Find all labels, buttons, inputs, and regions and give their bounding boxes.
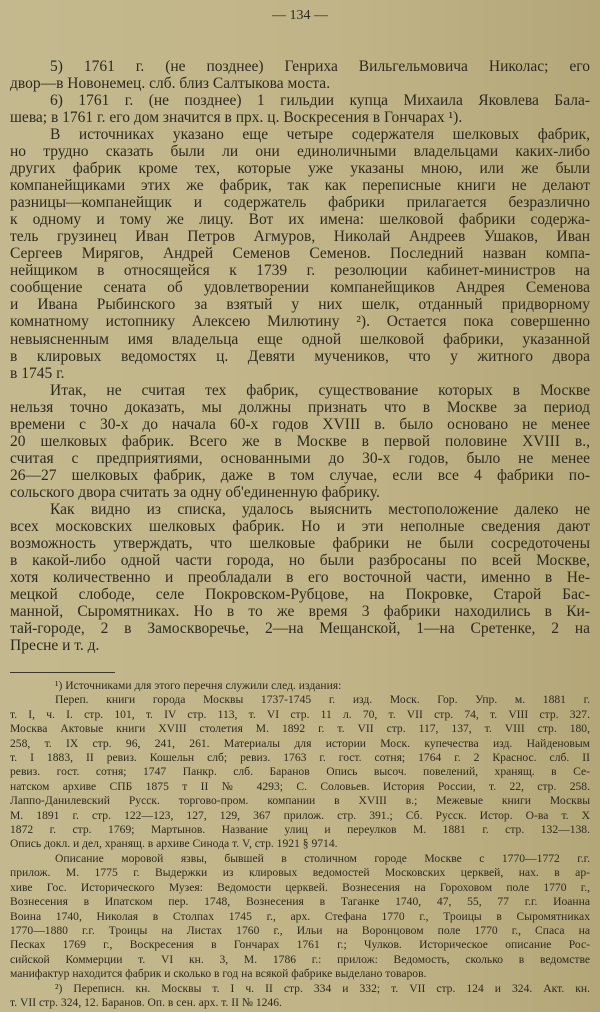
page-number: — 134 — xyxy=(272,8,328,23)
footnote xyxy=(10,852,590,982)
text-line: к одному и тому же лицу. Вот их имена: шелковой фабрики содержа- xyxy=(10,211,590,229)
text-line: в 1745 г. xyxy=(10,364,65,382)
text-line: но трудно сказать были ли они единоличными владельцами каких-либо xyxy=(10,143,590,161)
text-line: сольского двора считать за одну об'единенную фабрику. xyxy=(10,483,380,501)
text-line: разницы—компанейщик и содержатель фабрики прилагается безразлично xyxy=(10,194,590,212)
text-line: мецкой слободе, селе Покровском-Рубцове, на Покровке, Старой Бас- xyxy=(10,585,590,603)
text-line: Описание моровой язвы, бывшей в столичном городе Москве с 1770—1772 г.г. xyxy=(55,851,590,865)
text-line: Итак, не считая тех фабрик, существование которых в Москве xyxy=(50,381,590,399)
text-line: шева; в 1761 г. его дом значится в прх. ц. Воскресения в Гончарах ¹). xyxy=(10,109,463,127)
text-line: считая с предприятиями, основанными до 30-х годов, было не менее xyxy=(10,449,590,467)
text-line: хиве Гос. Исторического Музея: Ведомости церквей. Вознесения на Гороховом поле 1770 г., xyxy=(10,880,590,894)
text-line: т. VII стр. 324, 12. Баранов. Оп. в сен. арх. т. II № 1246. xyxy=(10,995,282,1009)
text-line: Переп. книги города Москвы 1737-1745 г. изд. Моск. Гор. Упр. м. 1881 г. xyxy=(55,693,590,707)
text-line: сийской Коммерции т. VI кн. 3, М. 1786 г.: прилож: Ведомость, сколько в ведомстве xyxy=(10,952,590,966)
footnote xyxy=(10,679,590,693)
text-line: манифактур находится фабрик и сколько в год на всякой фабрике выделано товаров. xyxy=(10,967,427,981)
text-line: 20 шелковых фабрик. Всего же в Москве в первой половине XVIII в., xyxy=(10,432,590,450)
text-line: Москва Актовые книги XVIII столетия М. 1892 г. т. VII стр. 117, 137, т. VIII стр. 180, xyxy=(10,722,590,736)
paragraph xyxy=(10,92,590,126)
text-line: 1872 г. стр. 1769; Мартынов. Название улиц и переулков М. 1881 г. стр. 132—138. xyxy=(10,823,590,837)
text-line: В источниках указано еще четыре содержателя шелковых фабрик, xyxy=(50,126,590,144)
text-line: нельзя точно доказать, мы должны признать что в Москве за период xyxy=(10,398,590,416)
text-line: хотя количественно и преобладали в его восточной части, именно в Не- xyxy=(10,568,590,586)
text-line: в клировых ведомостях ц. Девяти мучеников, что у житного двора xyxy=(10,347,590,365)
text-line: ²) Переписн. кн. Москвы т. I ч. II стр. 334 и 332; т. VII стр. 124 и 324. Акт. кн. xyxy=(55,981,590,995)
text-line: в какой-либо одной части города, но были разбросаны по всей Москве, xyxy=(10,551,590,569)
text-line: т. I, ч. I. стр. 101, т. IV стр. 113, т. VI стр. 11 л. 70, т. VII стр. 74, т. VIII стр. 327. xyxy=(10,707,590,721)
text-line: 5) 1761 г. (не позднее) Генриха Вильгельмовича Николас; его xyxy=(50,58,590,75)
footnote-separator xyxy=(10,672,115,673)
paragraph xyxy=(10,382,590,501)
text-line: Лаппо-Данилевский Русск. торгово-пром. компании в XVIII в.; Межевые книги Москвы xyxy=(10,794,590,808)
text-line: Воина 1740, Николая в Столпах 1745 г., арх. Стефана 1770 г., Троицы в Сыромятниках xyxy=(10,909,590,923)
text-line: компанейщиками этих же фабрик, так как переписные книги не делают xyxy=(10,177,590,195)
text-line: ревиз. гост. сотня; 1747 Панкр. слб. Баранов Опись высоч. повелений, хранящ. в Се- xyxy=(10,765,590,779)
text-line: невыясненным имя владельца еще одной шелковой фабрики, указанной xyxy=(10,330,590,348)
main-text xyxy=(10,58,590,654)
text-line: 258, т. IX стр. 96, 241, 261. Материалы для истории Моск. купечества изд. Найденовым xyxy=(10,736,590,750)
paragraph xyxy=(10,58,590,92)
footnote xyxy=(10,982,590,1011)
text-line: нейщиком в относящейся к 1739 г. резолюции кабинет-министров на xyxy=(10,262,590,280)
text-line: возможность утверждать, что шелковые фабрики не были сосредоточены xyxy=(10,534,590,552)
text-line: Сергеев Мирягов, Андрей Семенов Семенов. Последний назван компа- xyxy=(10,245,590,263)
text-line: прилож. М. 1775 г. Выдержки из клировых ведомостей Московских церквей, нах. в ар- xyxy=(10,866,590,880)
text-line: комнатному истопнику Алексею Милютину ²). Остается пока совершенно xyxy=(10,313,590,331)
text-line: натском архиве СПБ 1875 т II № 4293; С. Соловьев. История России, т. 22, стр. 258. xyxy=(10,779,590,793)
paragraph xyxy=(10,126,590,381)
text-line: тай-городе, 2 в Замоскворечье, 2—на Мещанской, 1—на Сретенке, 2 на xyxy=(10,620,590,638)
text-line: Как видно из списка, удалось выяснить местоположение далеко не xyxy=(50,500,590,518)
footnotes xyxy=(10,679,590,1010)
text-line: Песках 1769 г., Воскресения в Гончарах 1761 г.; Чулков. Историческое описание Рос- xyxy=(10,938,590,952)
text-line: сообщение сената об удовлетворении компанейщиков Андрея Семенова xyxy=(10,279,590,297)
text-line: Вознесения в Ипатском пер. 1748, Вознесения в Таганке 1740, 47, 55, 77 г.г. Иоанна xyxy=(10,895,590,909)
text-line: Пресне и т. д. xyxy=(10,637,100,655)
text-line: М. 1891 г. стр. 122—123, 127, 129, 367 прилож. стр. 391.; Сб. Русск. Истор. О-ва т. X xyxy=(10,808,590,822)
text-line: Опись докл. и дел, хранящ. в архиве Синода т. V, стр. 1921 § 9714. xyxy=(10,837,338,851)
text-line: времени с 30-х до начала 60-х годов XVIII в. было основано не менее xyxy=(10,415,590,433)
text-line: двор—в Новонемец. слб. близ Салтыкова моста. xyxy=(10,75,331,93)
text-line: манной, Сыромятниках. Но в то же время 3 фабрики находились в Ки- xyxy=(10,603,590,620)
text-line: ¹) Источниками для этого перечня служили след. издания: xyxy=(55,679,342,692)
text-line: других фабрик кроме тех, которые уже указаны мною, или же были xyxy=(10,160,590,178)
text-line: всех московских шелковых фабрик. Но и эти неполные сведения дают xyxy=(10,517,590,535)
text-line: 1770—1880 г.г. Троицы на Листах 1760 г., Ильи на Воронцовом поле 1770 г., Спаса на xyxy=(10,923,590,937)
paragraph xyxy=(10,501,590,654)
text-line: тель грузинец Иван Петров Агмуров, Николай Андреев Ушаков, Иван xyxy=(10,228,590,246)
text-line: 26—27 шелковых фабрик, даже в том случае, если все 4 фабрики по- xyxy=(10,466,590,484)
text-line: 6) 1761 г. (не позднее) 1 гильдии купца Михаила Яковлева Бала- xyxy=(50,92,590,110)
text-line: т. I 1883, II ревиз. Кошельн слб; ревиз. 1763 г. гост. сотня; 1764 г. 2 Краснос. слб. II xyxy=(10,751,590,765)
footnote xyxy=(10,693,590,851)
text-line: и Ивана Рыбинского за взятый у них шелк, отданный придворному xyxy=(10,296,590,314)
